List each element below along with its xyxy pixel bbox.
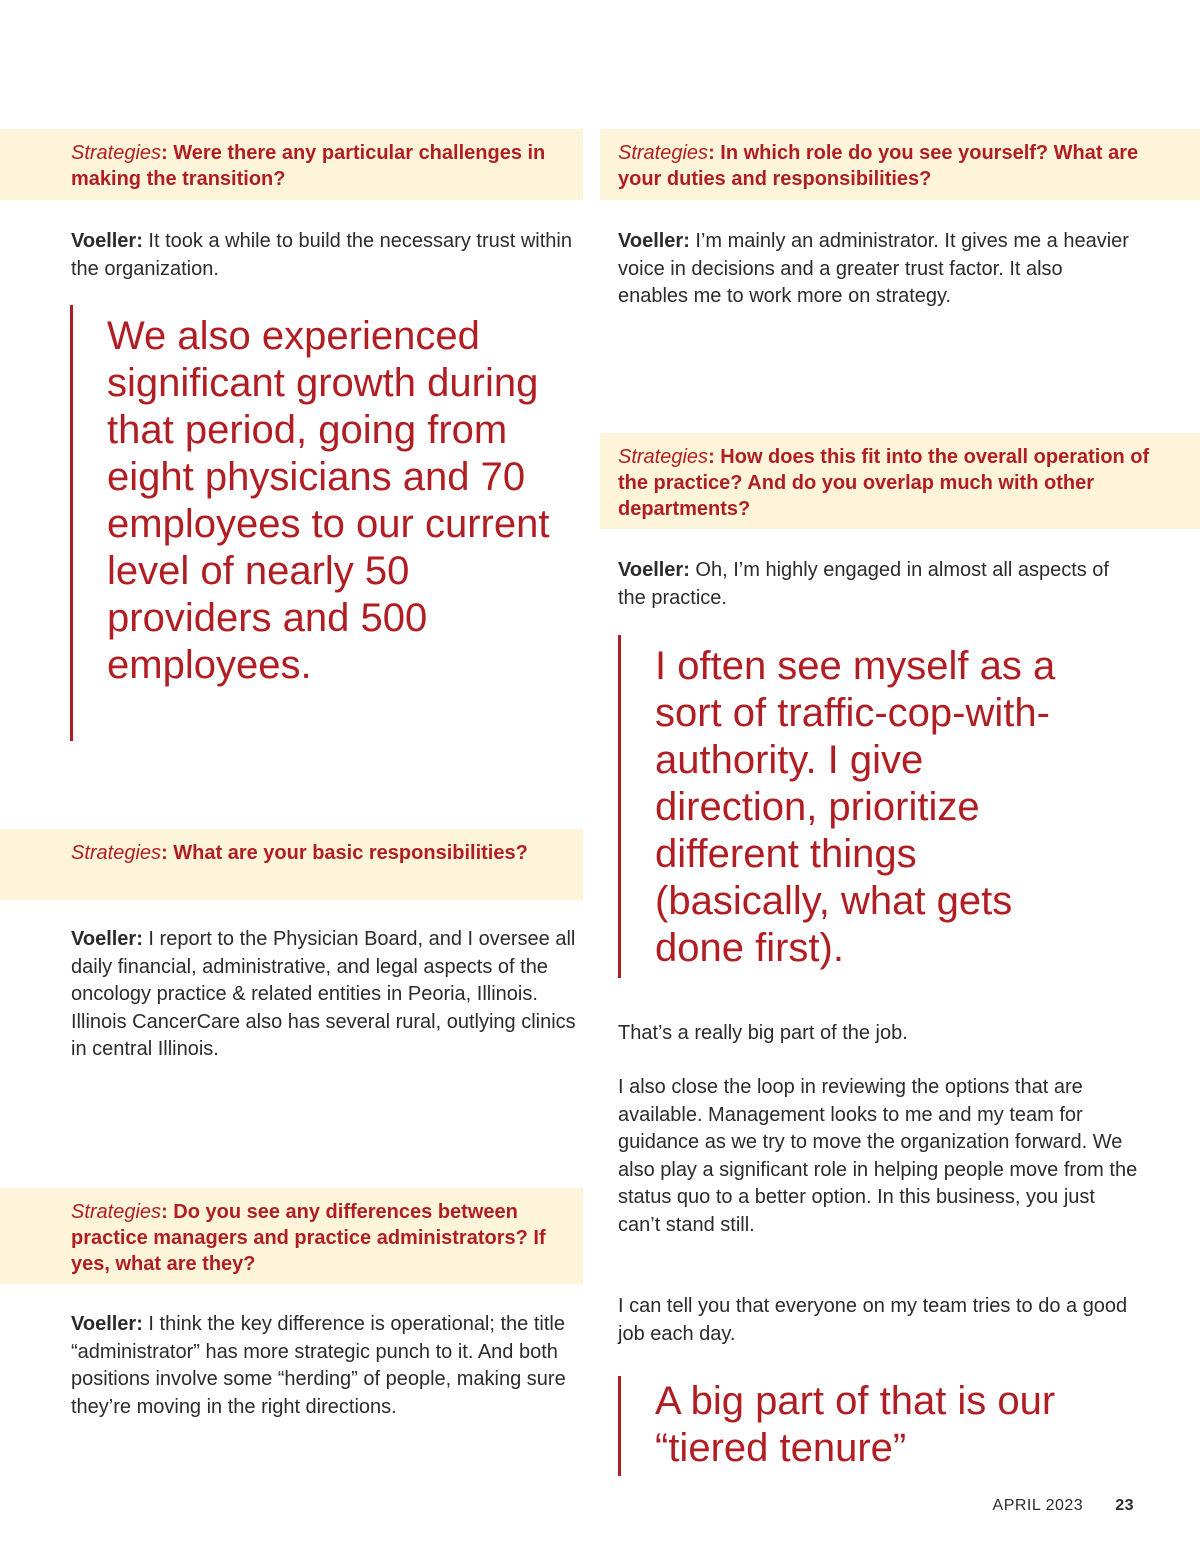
- paragraph-text: I also close the loop in reviewing the options that are available. Management looks to me and my team for guidance as we try to move the organization forward. We also play a significant role in helping people move from the status quo to a better option. In this business, you just can’t stand still.: [618, 1076, 1138, 1236]
- question-label: Strategies: [71, 142, 162, 164]
- answer-text: It took a while to build the necessary trust within the organization.: [71, 230, 572, 280]
- answer-role: [618, 228, 1133, 311]
- pull-quote-growth: [70, 305, 550, 741]
- answer-text: Oh, I’m highly engaged in almost all aspects of the practice.: [618, 559, 1109, 609]
- answer-responsibilities: [71, 926, 583, 1064]
- paragraph-team: [618, 1293, 1138, 1348]
- pull-quote-text: We also experienced significant growth during that period, going from eight physicians and 70 employees to our current level of nearly 50 providers and 500 employees.: [107, 314, 550, 687]
- answer-differences: [71, 1311, 586, 1421]
- speaker-name: Voeller:: [71, 1313, 143, 1335]
- answer-overall-operation: [618, 557, 1133, 612]
- question-text: : Do you see any differences between practice managers and practice administrators? If yes, what are they?: [71, 1201, 546, 1275]
- paragraph-big-part: [618, 1020, 1138, 1048]
- answer-text: I think the key difference is operational; the title “administrator” has more strategic punch to it. And both positions involve some “herding” of people, making sure they’re moving in the right directions.: [71, 1313, 566, 1418]
- speaker-name: Voeller:: [618, 559, 690, 581]
- speaker-name: Voeller:: [71, 928, 143, 950]
- paragraph-text: That’s a really big part of the job.: [618, 1022, 908, 1044]
- paragraph-text: I can tell you that everyone on my team tries to do a good job each day.: [618, 1295, 1128, 1345]
- question-label: Strategies: [71, 1201, 162, 1223]
- question-box-overall-operation: [600, 433, 1200, 529]
- question-text: : In which role do you see yourself? What are your duties and responsibilities?: [618, 142, 1139, 190]
- issue-date: APRIL 2023: [992, 1497, 1084, 1514]
- question-label: Strategies: [71, 842, 162, 864]
- question-text: : Were there any particular challenges in making the transition?: [71, 142, 546, 190]
- question-box-responsibilities: [0, 829, 583, 900]
- speaker-name: Voeller:: [71, 230, 143, 252]
- paragraph-close-loop: [618, 1074, 1138, 1239]
- page-footer: [993, 1497, 1134, 1515]
- speaker-name: Voeller:: [618, 230, 690, 252]
- answer-text: I report to the Physician Board, and I oversee all daily financial, administrative, and legal aspects of the oncology practice & related entities in Peoria, Illinois. Illinois CancerCare also has several rural, outlying clinics in central Illinois.: [71, 928, 576, 1060]
- question-label: Strategies: [618, 446, 709, 468]
- answer-text: I’m mainly an administrator. It gives me a heavier voice in decisions and a greater trust factor. It also enables me to work more on strategy.: [618, 230, 1129, 307]
- answer-transition: [71, 228, 576, 283]
- pull-quote-traffic-cop: [618, 635, 1058, 978]
- question-box-differences: [0, 1188, 583, 1284]
- question-text: : How does this fit into the overall operation of the practice? And do you overlap much with other departments?: [618, 446, 1150, 520]
- pull-quote-text: I often see myself as a sort of traffic-cop-with-authority. I give direction, prioritize different things (basically, what gets done first).: [655, 644, 1056, 970]
- question-text: : What are your basic responsibilities?: [161, 842, 528, 864]
- page-number: 23: [1115, 1497, 1134, 1514]
- pull-quote-text: A big part of that is our “tiered tenure”: [655, 1379, 1056, 1470]
- pull-quote-tiered-tenure: [618, 1376, 1058, 1476]
- question-box-transition: [0, 129, 583, 200]
- question-label: Strategies: [618, 142, 709, 164]
- question-box-role: [600, 129, 1200, 200]
